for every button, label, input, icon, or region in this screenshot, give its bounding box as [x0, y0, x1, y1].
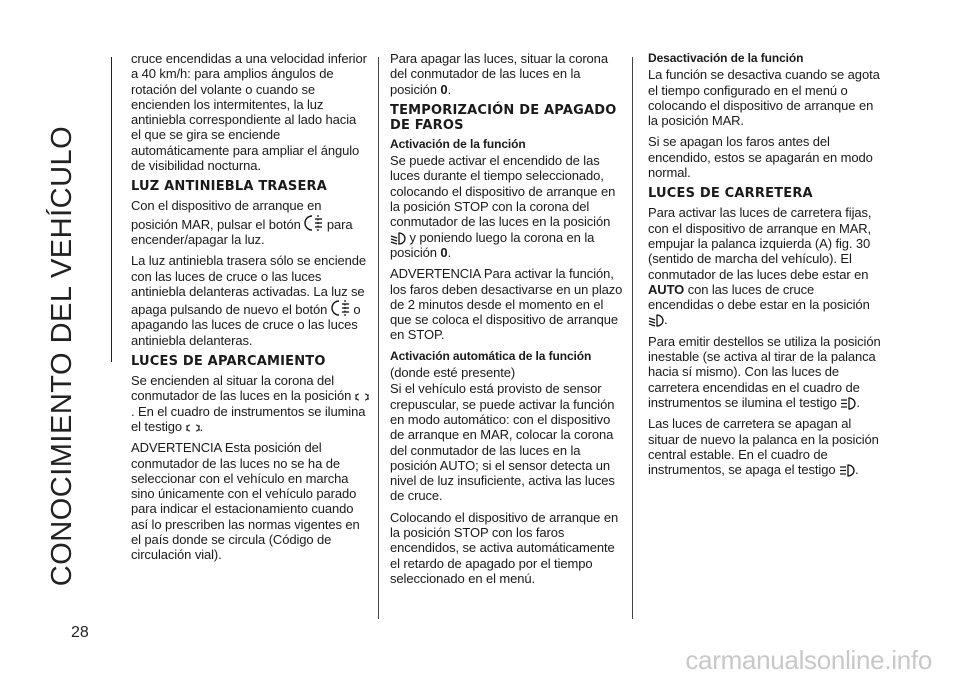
parking-light-icon — [186, 422, 200, 434]
column-2 — [390, 51, 623, 592]
heading-parking-lights: LUCES DE APARCAMIENTO — [131, 354, 326, 370]
paragraph: Colocando el dispositivo de arranque en la posición STOP con los faros encendidos, se activa automáticamente el retardo de apagado por el tiempo seleccionado en el menú. — [390, 509, 619, 586]
paragraph: La luz antiniebla trasera sólo se enciende con las luces de cruce o las luces antiniebla delanteras activadas. La luz se apaga pulsando de nuevo el botón o apagando las luces de cruce o las luces antiniebla delanteras. — [131, 253, 367, 348]
paragraph: ADVERTENCIA Para activar la función, los faros deben desactivarse en un plazo de 2 minutos desde el momento en el que se coloca el dispositivo de arranque en STOP. — [390, 266, 623, 343]
rear-fog-light-icon — [304, 214, 323, 232]
section-side-title: CONOCIMIENTO DEL VEHÍCULO — [46, 125, 78, 587]
paragraph: ADVERTENCIA Esta posición del conmutador de las luces no se ha de seleccionar con el vehículo en marcha sino únicamente con el vehículo parado para indicar el estacionamiento cuando así lo prescriben las normas vigentes en el país donde se circula (Código de circulación vial). — [131, 440, 360, 563]
parking-light-icon — [355, 391, 369, 403]
paragraph: Si el vehículo está provisto de sensor crepuscular, se puede activar la función en modo automático: con el dispositivo de arranque en MAR, colocar la corona del conmutador de las luces en la posición AUTO; si el sensor detecta un nivel de luz insuficiente, activa las luces de cruce. — [390, 381, 615, 504]
column-1 — [131, 51, 369, 569]
column-divider-2 — [632, 57, 633, 619]
paragraph: Para activar las luces de carretera fijas, con el dispositivo de arranque en MAR, empujar la palanca izquierda (A) fig. 30 (sentido de marcha del vehículo). El conmutador de las luces debe estar en AUTO con las luces de cruce encendidas o debe estar en la posición . — [648, 205, 872, 328]
paragraph: cruce encendidas a una velocidad inferior a 40 km/h: para amplios ángulos de rotación del volante o cuando se encienden los intermitentes, la luz antiniebla correspondiente al lado hacia el que se gira se enciende automáticamente para ampliar el ángulo de visibilidad nocturna. — [131, 51, 367, 174]
subheading-deactivation: Desactivación de la función — [648, 51, 804, 65]
heading-rear-fog-light: LUZ ANTINIEBLA TRASERA — [131, 179, 328, 195]
paragraph: Las luces de carretera se apagan al situar de nuevo la palanca en la posición central estable. En el cuadro de instrumentos, se apaga el testigo . — [648, 416, 879, 478]
paragraph: Se puede activar el encendido de las luces durante el tiempo seleccionado, colocando el dispositivo de arranque en la posición STOP con la corona del conmutador de las luces en la posición y poniendo luego la corona en la posición 0. — [390, 153, 616, 260]
subheading-activation: Activación de la función — [390, 136, 526, 151]
heading-headlight-timer: TEMPORIZACIÓN DE APAGADO DE FAROS — [390, 102, 617, 133]
paragraph: Con el dispositivo de arranque en posición MAR, pulsar el botón para encender/apagar la luz. — [131, 198, 353, 247]
paragraph: La función se desactiva cuando se agota el tiempo configurado en el menú o colocando el dispositivo de arranque en la posición MAR. — [648, 67, 880, 129]
subheading-automatic-activation: Activación automática de la función — [390, 348, 592, 363]
high-beam-icon — [839, 464, 855, 477]
side-title-rule — [111, 57, 112, 362]
paragraph: Para apagar las luces, situar la corona del conmutador de las luces en la posición 0. — [390, 51, 608, 97]
low-beam-icon — [390, 232, 406, 245]
column-3 — [648, 51, 882, 483]
rear-fog-light-icon — [331, 299, 350, 317]
watermark-link[interactable]: carmanualsonline.info — [685, 645, 932, 675]
paragraph: Si se apagan los faros antes del encendido, estos se apagarán en modo normal. — [648, 134, 873, 181]
paragraph: (donde esté presente) — [390, 365, 516, 381]
paragraph: Se encienden al situar la corona del conmutador de las luces en la posición . En el cuadro de instrumentos se ilumina el testigo . — [131, 373, 369, 434]
high-beam-icon — [840, 397, 856, 410]
heading-high-beam: LUCES DE CARRETERA — [648, 186, 813, 202]
paragraph: Para emitir destellos se utiliza la posición inestable (se activa al tirar de la palanca hacia sí mismo). Con las luces de carretera encendidas en el cuadro de instrumentos se ilumina el testigo . — [648, 333, 881, 410]
low-beam-icon — [648, 314, 664, 327]
page-number: 28 — [71, 624, 89, 641]
column-divider-1 — [378, 57, 379, 619]
